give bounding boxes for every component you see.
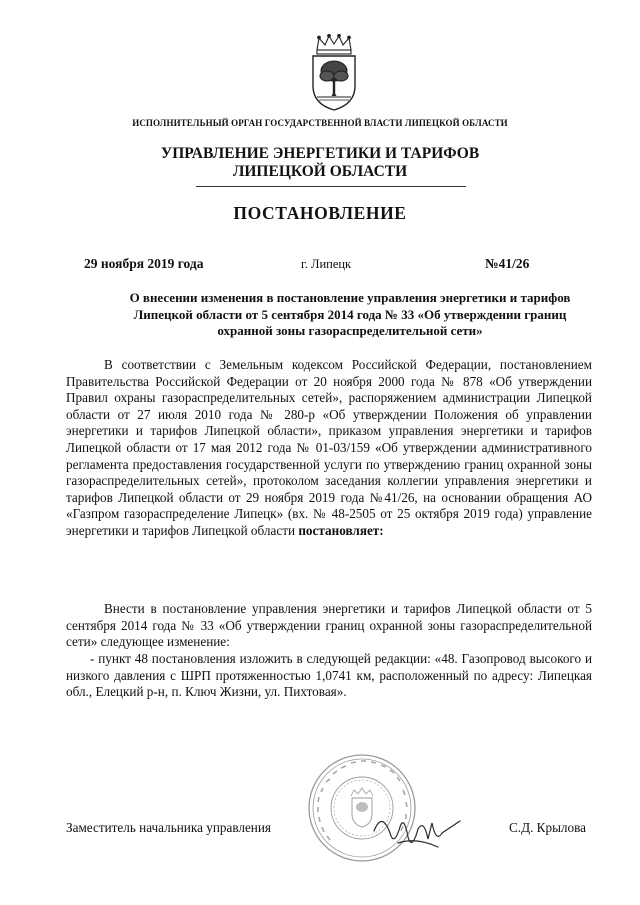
decree-word: постановляет: — [298, 522, 384, 538]
authority-name: ИСПОЛНИТЕЛЬНЫЙ ОРГАН ГОСУДАРСТВЕННОЙ ВЛАСТИ ЛИПЕЦКОЙ ОБЛАСТИ — [132, 118, 508, 128]
basis-text: В соответствии с Земельным кодексом Российской Федерации, постановлением Правительства Российской Федерации от 20 ноября 2000 года № 878 «Об утверждении Правил охраны газораспределительных сетей», распоряжением администрации Липецкой области от 27 июля 2010 года № 280-р «Об утверждении Положения об управлении энергетики и тарифов Липецкой области», приказом управления энергетики и тарифов Липецкой области от 17 мая 2012 года № 01-03/159 «Об утверждении административного регламента предоставления государственной услуги по утверждению границ охранной зоны газораспределительных сетей», протоколом заседания коллегии управления энергетики и тарифов Липецкой области от 29 ноября 2019 года №41/26, на основании обращения АО «Газпром газораспределение Липецк» (вх. № 48-2505 от 25 октября 2019 года) управление энергетики и тарифов Липецкой области — [66, 357, 592, 538]
department-title-line2: ЛИПЕЦКОЙ ОБЛАСТИ — [232, 163, 408, 180]
document-date: 29 ноября 2019 года — [84, 256, 204, 271]
handwritten-signature — [368, 803, 468, 858]
basis-paragraph — [66, 357, 592, 540]
signatory-name: С.Д. Крылова — [509, 820, 587, 835]
order-paragraph: Внести в постановление управления энергетики и тарифов Липецкой области от 5 сентября 2014 года № 33 «Об утверждении границ охранной зоны газораспределительной сети» следующее изменение: — [66, 601, 592, 650]
coat-of-arms-icon — [305, 34, 363, 112]
document-city: г. Липецк — [301, 257, 352, 271]
document-type: ПОСТАНОВЛЕНИЕ — [233, 203, 407, 223]
document-number: №41/26 — [485, 256, 530, 271]
department-title-line1: УПРАВЛЕНИЕ ЭНЕРГЕТИКИ И ТАРИФОВ — [160, 145, 480, 162]
header-divider — [196, 186, 466, 187]
signatory-position: Заместитель начальника управления — [66, 820, 271, 835]
amendment-item: - пункт 48 постановления изложить в следующей редакции: «48. Газопровод высокого и низкого давления с ШРП протяженностью 1,0741 км, расположенный по адресу: Липецкая обл., Елецкий р-н, п. Ключ Жизни, ул. Пихтовая». — [66, 651, 592, 700]
document-subject: О внесении изменения в постановление управления энергетики и тарифов Липецкой области от 5 сентября 2014 года № 33 «Об утверждении границ охранной зоны газораспределительной сети» — [129, 290, 571, 338]
